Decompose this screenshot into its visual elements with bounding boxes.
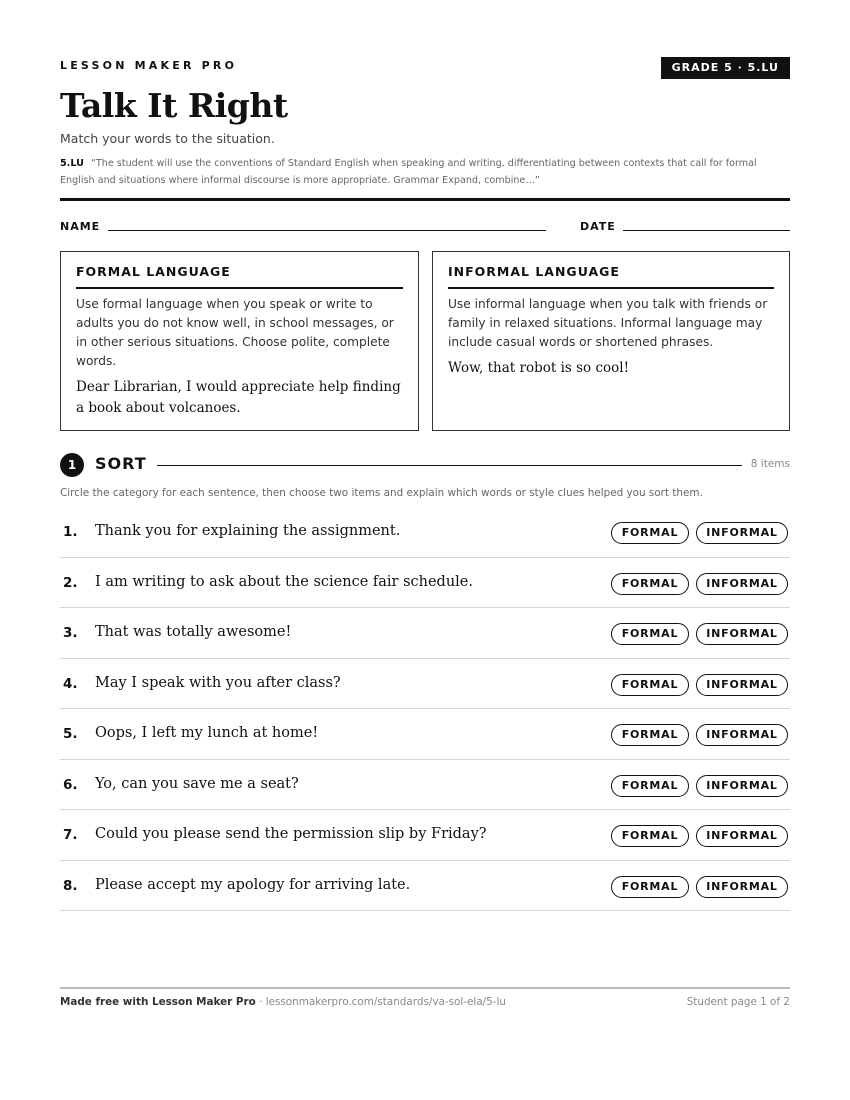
informal-option[interactable]: INFORMAL [696, 724, 788, 746]
date-field[interactable] [623, 230, 790, 231]
standard-statement [60, 155, 790, 189]
formal-option[interactable]: FORMAL [611, 623, 689, 645]
formal-box-example: Dear Librarian, I would appreciate help finding a book about volcanoes. [76, 379, 401, 416]
section-header [60, 452, 790, 476]
list-item [60, 659, 790, 710]
standard-code: 5.LU [60, 158, 84, 169]
informal-option[interactable]: INFORMAL [696, 522, 788, 544]
formal-option[interactable]: FORMAL [611, 573, 689, 595]
list-item [60, 558, 790, 609]
formal-box-title: FORMAL LANGUAGE [76, 264, 403, 289]
list-item [60, 608, 790, 659]
list-item [60, 810, 790, 861]
footer-divider [60, 987, 790, 989]
list-item [60, 760, 790, 811]
formal-option[interactable]: FORMAL [611, 674, 689, 696]
formal-option[interactable]: FORMAL [611, 825, 689, 847]
item-number: 3. [63, 625, 78, 641]
item-sentence: Please accept my apology for arriving late. [95, 876, 411, 893]
item-number: 1. [63, 524, 78, 540]
informal-option[interactable]: INFORMAL [696, 623, 788, 645]
section-instructions: Circle the category for each sentence, then choose two items and explain which words or style clues helped you sort them. [60, 487, 703, 499]
informal-box-title: INFORMAL LANGUAGE [448, 264, 774, 289]
name-date-row [60, 219, 790, 235]
date-label: DATE [580, 220, 616, 233]
formal-option[interactable]: FORMAL [611, 775, 689, 797]
worksheet-page [60, 0, 790, 1100]
informal-option[interactable]: INFORMAL [696, 573, 788, 595]
list-item [60, 507, 790, 558]
informal-box-example: Wow, that robot is so cool! [448, 360, 630, 376]
item-number: 2. [63, 574, 78, 591]
list-item [60, 861, 790, 912]
header [60, 57, 790, 79]
formal-option[interactable]: FORMAL [611, 522, 689, 544]
formal-option[interactable]: FORMAL [611, 876, 689, 898]
item-count: 8 items [750, 458, 790, 470]
item-sentence: Oops, I left my lunch at home! [95, 725, 319, 741]
name-label: NAME [60, 220, 101, 233]
formal-option[interactable]: FORMAL [611, 724, 689, 746]
footer-credit [60, 996, 506, 1008]
header-divider [60, 198, 790, 201]
formal-box-description: Use formal language when you speak or write to adults you do not know well, in school messages, or in other serious situations. Choose polite, complete words. [76, 297, 394, 368]
item-sentence: Could you please send the permission slip by Friday? [95, 826, 487, 842]
informal-option[interactable]: INFORMAL [696, 825, 788, 847]
item-sentence: May I speak with you after class? [95, 674, 341, 691]
item-number: 5. [63, 726, 78, 742]
section-number-badge: 1 [60, 453, 84, 477]
item-number: 6. [63, 776, 78, 793]
item-number: 8. [63, 877, 78, 894]
footer-made-with: Made free with Lesson Maker Pro [60, 996, 256, 1008]
grade-badge: GRADE 5 · 5.LU [661, 57, 790, 79]
brand-name: LESSON MAKER PRO [60, 59, 238, 72]
standard-text: “The student will use the conventions of Standard English when speaking and writing, differentiating between contexts that call for formal English and situations where informal discourse is more appropriate. Grammar Expand, combine…” [60, 158, 757, 186]
informal-option[interactable]: INFORMAL [696, 775, 788, 797]
informal-option[interactable]: INFORMAL [696, 876, 788, 898]
list-item [60, 709, 790, 760]
item-sentence: Thank you for explaining the assignment. [95, 523, 401, 539]
footer-url: · lessonmakerpro.com/standards/va-sol-ela/5-lu [255, 996, 507, 1008]
name-field[interactable] [108, 230, 546, 231]
item-sentence: Yo, can you save me a seat? [95, 775, 299, 792]
informal-box-description: Use informal language when you talk with friends or family in relaxed situations. Informal language may include casual words or shortened phrases. [448, 297, 768, 349]
sort-item-list [60, 507, 790, 911]
item-sentence: I am writing to ask about the science fair schedule. [95, 573, 473, 590]
worksheet-title: Talk It Right [60, 86, 288, 125]
item-number: 7. [63, 827, 78, 843]
informal-option[interactable]: INFORMAL [696, 674, 788, 696]
informal-language-box [432, 251, 790, 431]
worksheet-subtitle: Match your words to the situation. [60, 131, 275, 146]
section-title: SORT [95, 454, 147, 473]
item-number: 4. [63, 675, 78, 692]
formal-language-box [60, 251, 419, 431]
section-divider [157, 465, 742, 466]
footer-page-number: Student page 1 of 2 [686, 996, 790, 1008]
item-sentence: That was totally awesome! [95, 624, 292, 640]
